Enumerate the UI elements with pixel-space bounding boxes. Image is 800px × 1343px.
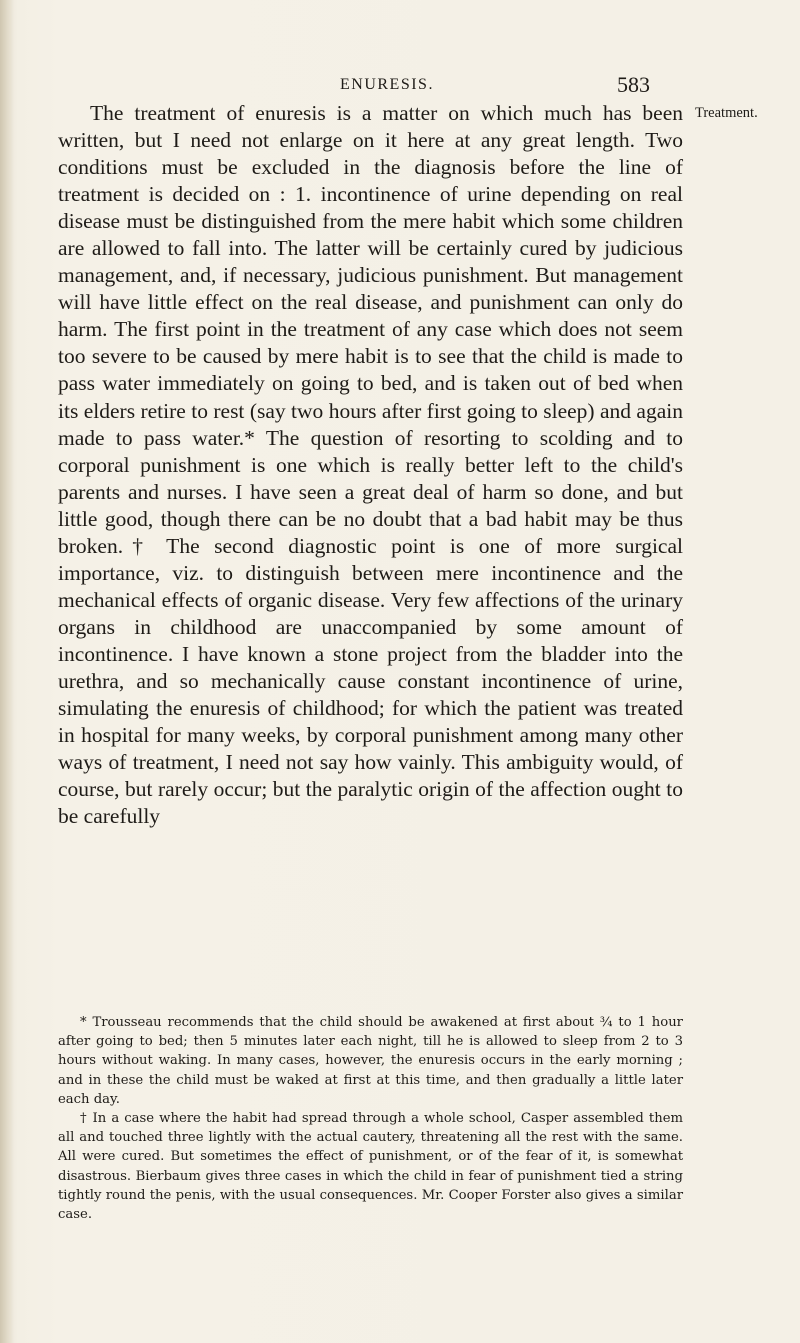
running-title: ENURESIS. bbox=[340, 76, 434, 93]
page-number: 583 bbox=[617, 72, 650, 97]
footnotes bbox=[58, 1013, 683, 1224]
footnote-trousseau: * Trousseau recommends that the child should be awakened at first about ¾ to 1 hour after going to bed; then 5 minutes later each night, till he is allowed to sleep from 2 to 3 hours without waking. In many cases, however, the enuresis occurs in the early morning ; and in these the child must be waked at first at this time, and then gradually a little later each day. bbox=[58, 1015, 683, 1107]
margin-note: Treatment. bbox=[695, 105, 758, 121]
footnote-casper: † In a case where the habit had spread through a whole school, Casper assembled them all and touched three lightly with the actual cautery, threatening all the rest with the same. All were cured. But sometimes the effect of punishment, or of the fear of it, is somewhat disastrous. Bierbaum gives three cases in which the child in fear of punishment tied a string tightly round the penis, with the usual consequences. Mr. Cooper Forster also gives a similar case. bbox=[58, 1111, 683, 1223]
page-gutter bbox=[0, 0, 14, 1343]
main-paragraph: The treatment of enuresis is a matter on which much has been written, but I need not enlarge on it here at any great length. Two conditions must be excluded in the diagnosis before the line of treatment is decided on : 1. incontinence of urine depending on real disease must be distinguished from the mere habit which some children are allowed to fall into. The latter will be certainly cured by judicious management, and, if necessary, judicious punishment. But management will have little effect on the real disease, and punishment can only do harm. The first point in the treatment of any case which does not seem too severe to be caused by mere habit is to see that the child is made to pass water immediately on going to bed, and is taken out of bed when its elders retire to rest (say two hours after first going to sleep) and again made to pass water.* The question of resorting to scolding and to corporal punishment is one which is really better left to the child's parents and nurses. I have seen a great deal of harm so done, and but little good, though there can be no doubt that a bad habit may be thus broken.† The second diagnostic point is one of more surgical importance, viz. to distinguish between mere incontinence and the mechanical effects of organic disease. Very few affections of the urinary organs in childhood are unaccompanied by some amount of incontinence. I have known a stone project from the bladder into the urethra, and so mechanically cause constant incontinence of urine, simulating the enuresis of childhood; for which the patient was treated in hospital for many weeks, by corporal punishment among many other ways of treatment, I need not say how vainly. This ambiguity would, of course, but rarely occur; but the paralytic origin of the affection ought to be carefully bbox=[58, 101, 683, 829]
